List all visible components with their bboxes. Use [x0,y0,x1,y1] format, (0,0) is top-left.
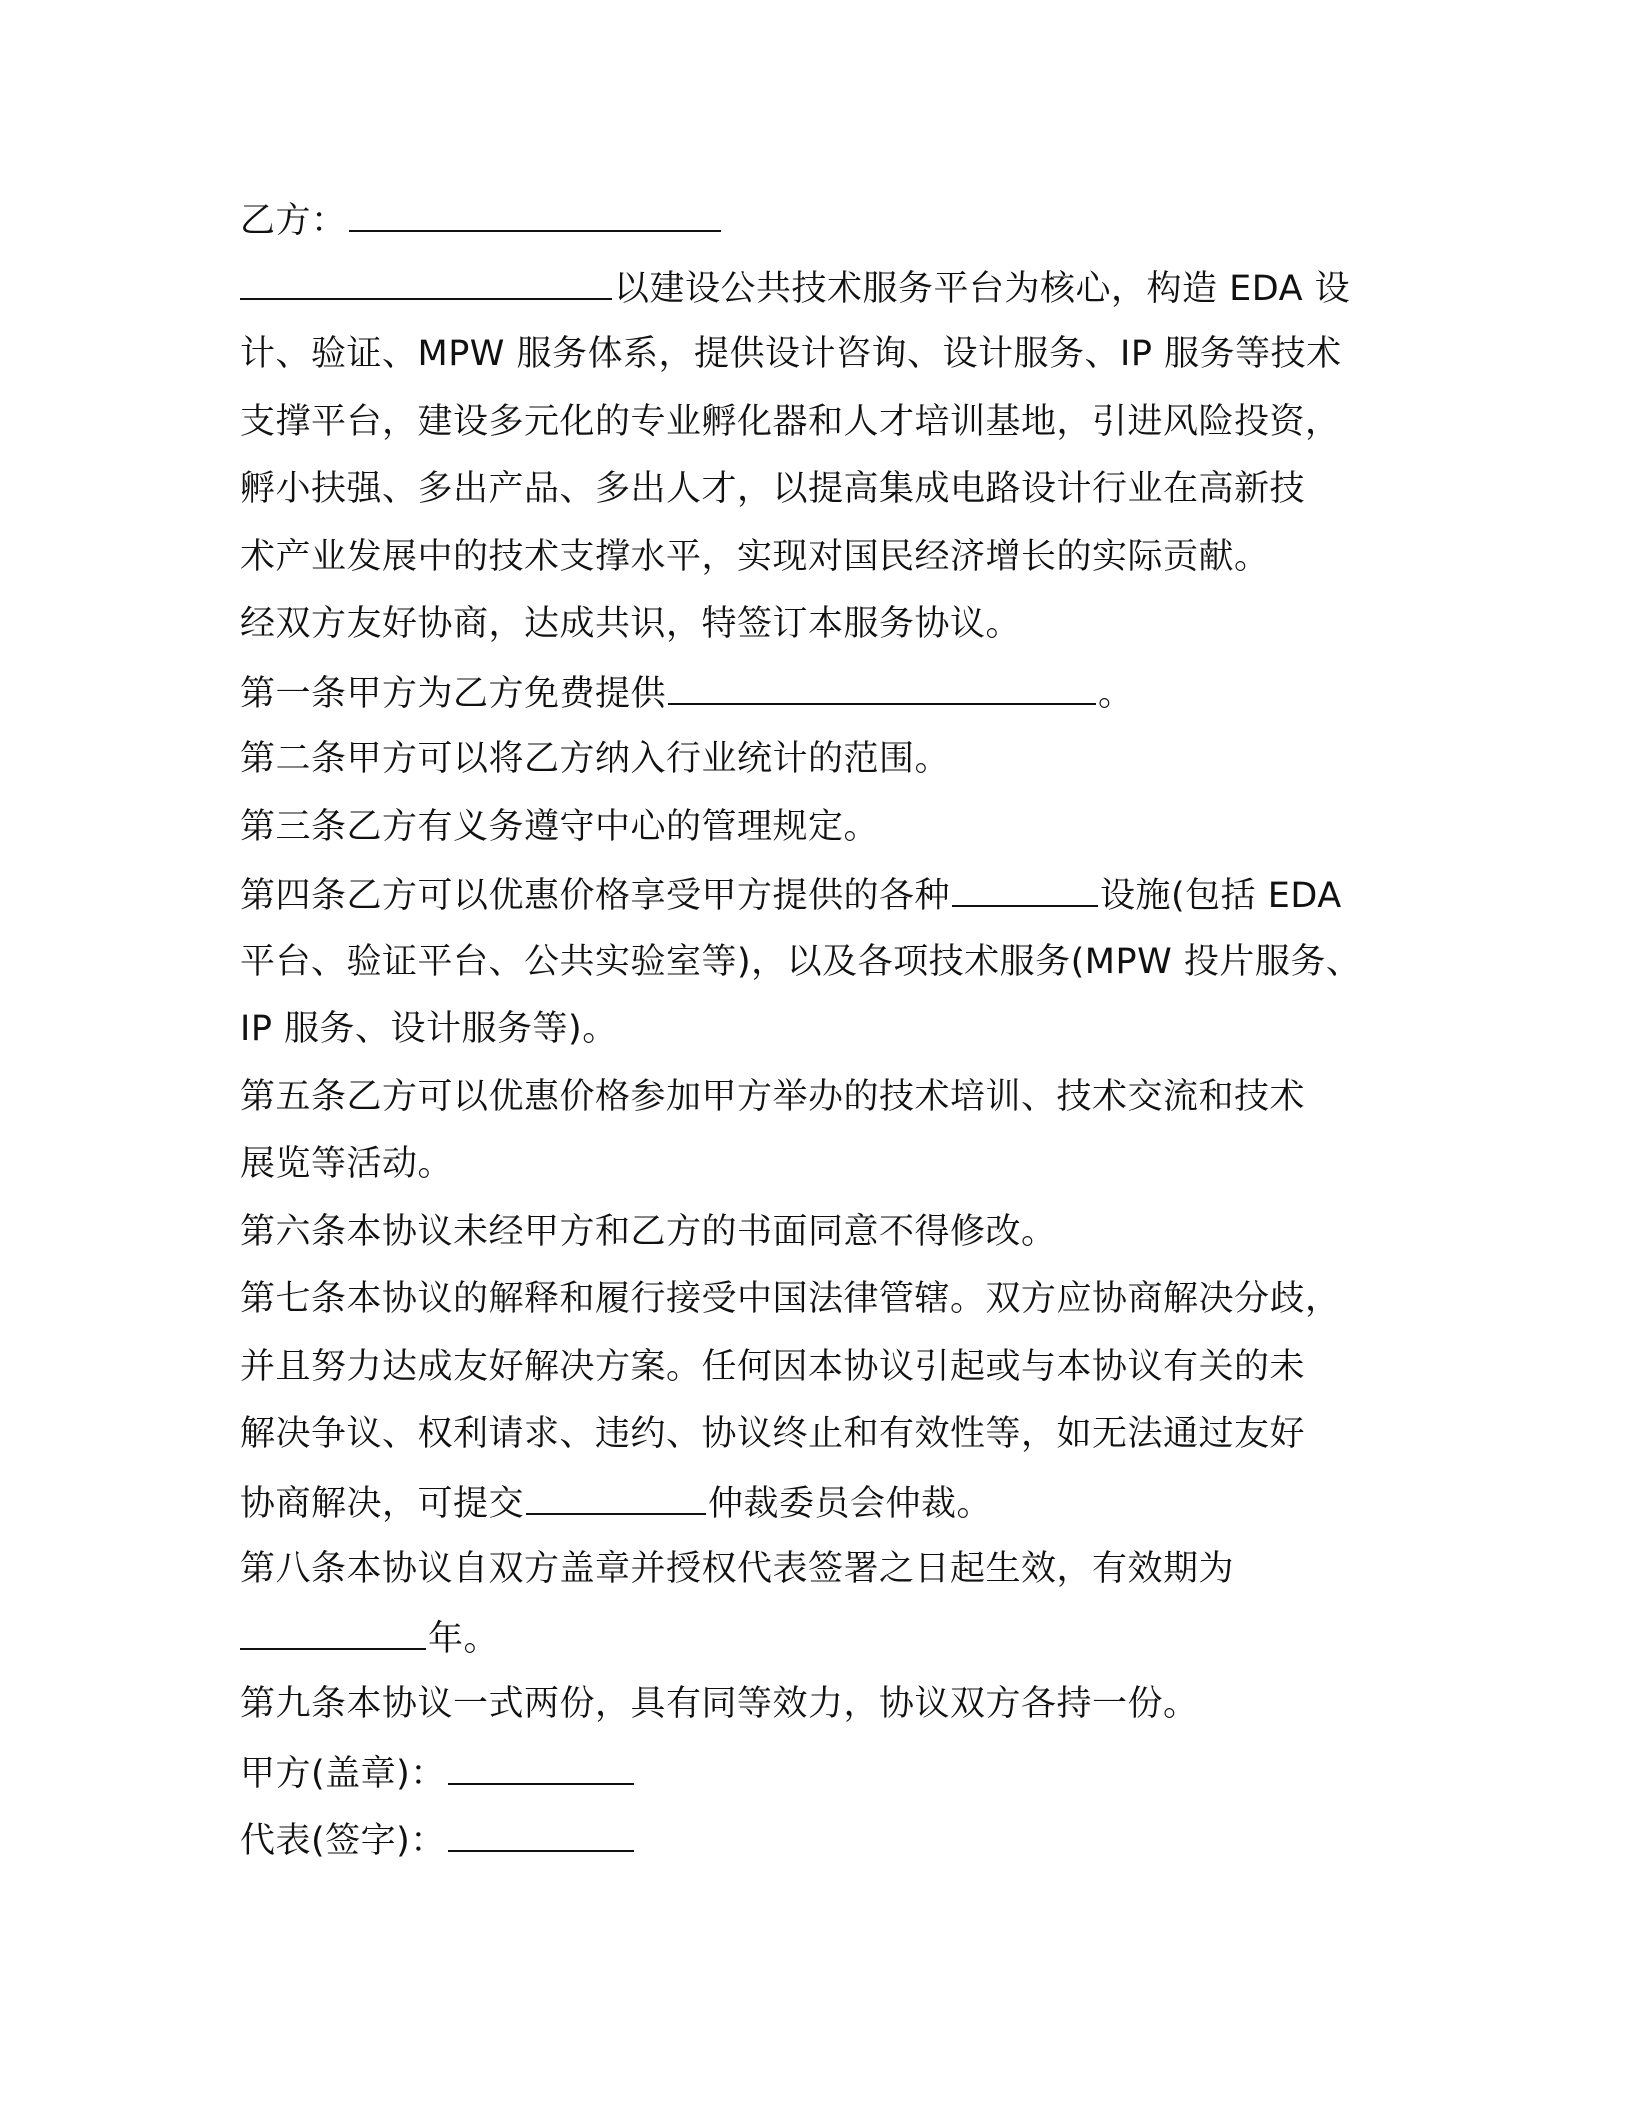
intro-text-1: 以建设公共技术服务平台为核心，构造 EDA 设 [614,268,1351,309]
article-1-text: 第一条甲方为乙方免费提供 [240,673,667,714]
article-4-line-1 [240,861,1400,929]
article-8-line-1: 第八条本协议自双方盖章并授权代表签署之日起生效，有效期为 [240,1549,1235,1589]
article-4-text-after: 设施(包括 EDA [1100,876,1342,916]
company-name-blank [240,254,612,300]
article-7-line-1: 第七条本协议的解释和履行接受中国法律管辖。双方应协商解决分歧， [240,1279,1341,1319]
article-7-line-3: 解决争议、权利请求、违约、协议终止和有效性等，如无法通过友好 [240,1414,1306,1454]
article-1 [240,659,1400,727]
party-a-seal-blank [448,1739,634,1785]
agreement-body [240,186,1400,1874]
intro-line-3: 支撑平台，建设多元化的专业孵化器和人才培训基地，引进风险投资， [240,401,1341,442]
article-8-line-2 [240,1604,1400,1672]
consensus-line: 经双方友好协商，达成共识，特签订本服务协议。 [240,604,1022,644]
article-1-blank [668,659,1096,705]
validity-years-blank [240,1604,426,1650]
party-a-seal-line [240,1739,1400,1807]
representative-sign-label: 代表(签字)： [240,1821,446,1861]
article-7-text-after: 仲裁委员会仲裁。 [708,1483,993,1524]
article-5-line-1: 第五条乙方可以优惠价格参加甲方举办的技术培训、技术交流和技术 [240,1076,1306,1117]
article-4-line-2: 平台、验证平台、公共实验室等)，以及各项技术服务(MPW 投片服务、 [240,941,1362,982]
party-a-seal-label: 甲方(盖章)： [240,1753,446,1794]
article-7-line-2: 并且努力达成友好解决方案。任何因本协议引起或与本协议有关的未 [240,1346,1306,1387]
article-6: 第六条本协议未经甲方和乙方的书面同意不得修改。 [240,1211,1057,1252]
intro-line-4: 孵小扶强、多出产品、多出人才，以提高集成电路设计行业在高新技 [240,469,1306,509]
party-b-blank [349,186,721,232]
intro-line-5: 术产业发展中的技术支撑水平，实现对国民经济增长的实际贡献。 [240,536,1270,577]
article-4-text: 第四条乙方可以优惠价格享受甲方提供的各种 [240,876,951,916]
party-b-label: 乙方： [240,201,347,241]
article-9: 第九条本协议一式两份，具有同等效力，协议双方各持一份。 [240,1684,1199,1724]
article-2: 第二条甲方可以将乙方纳入行业统计的范围。 [240,739,951,779]
representative-sign-line [240,1806,1400,1874]
arbitration-blank [526,1469,706,1515]
article-3: 第三条乙方有义务遵守中心的管理规定。 [240,806,880,847]
article-8-text-after: 年。 [428,1618,500,1659]
article-4-blank [952,861,1098,907]
representative-sign-blank [448,1806,634,1852]
intro-line-1 [240,254,1400,322]
article-4-line-3: IP 服务、设计服务等)。 [240,1009,618,1049]
intro-line-2: 计、验证、MPW 服务体系，提供设计咨询、设计服务、IP 服务等技术 [240,334,1342,374]
article-7-line-4 [240,1469,1400,1537]
party-b-line [240,186,1400,254]
article-1-end: 。 [1098,673,1134,714]
article-7-text: 协商解决，可提交 [240,1483,525,1524]
article-5-line-2: 展览等活动。 [240,1144,454,1184]
